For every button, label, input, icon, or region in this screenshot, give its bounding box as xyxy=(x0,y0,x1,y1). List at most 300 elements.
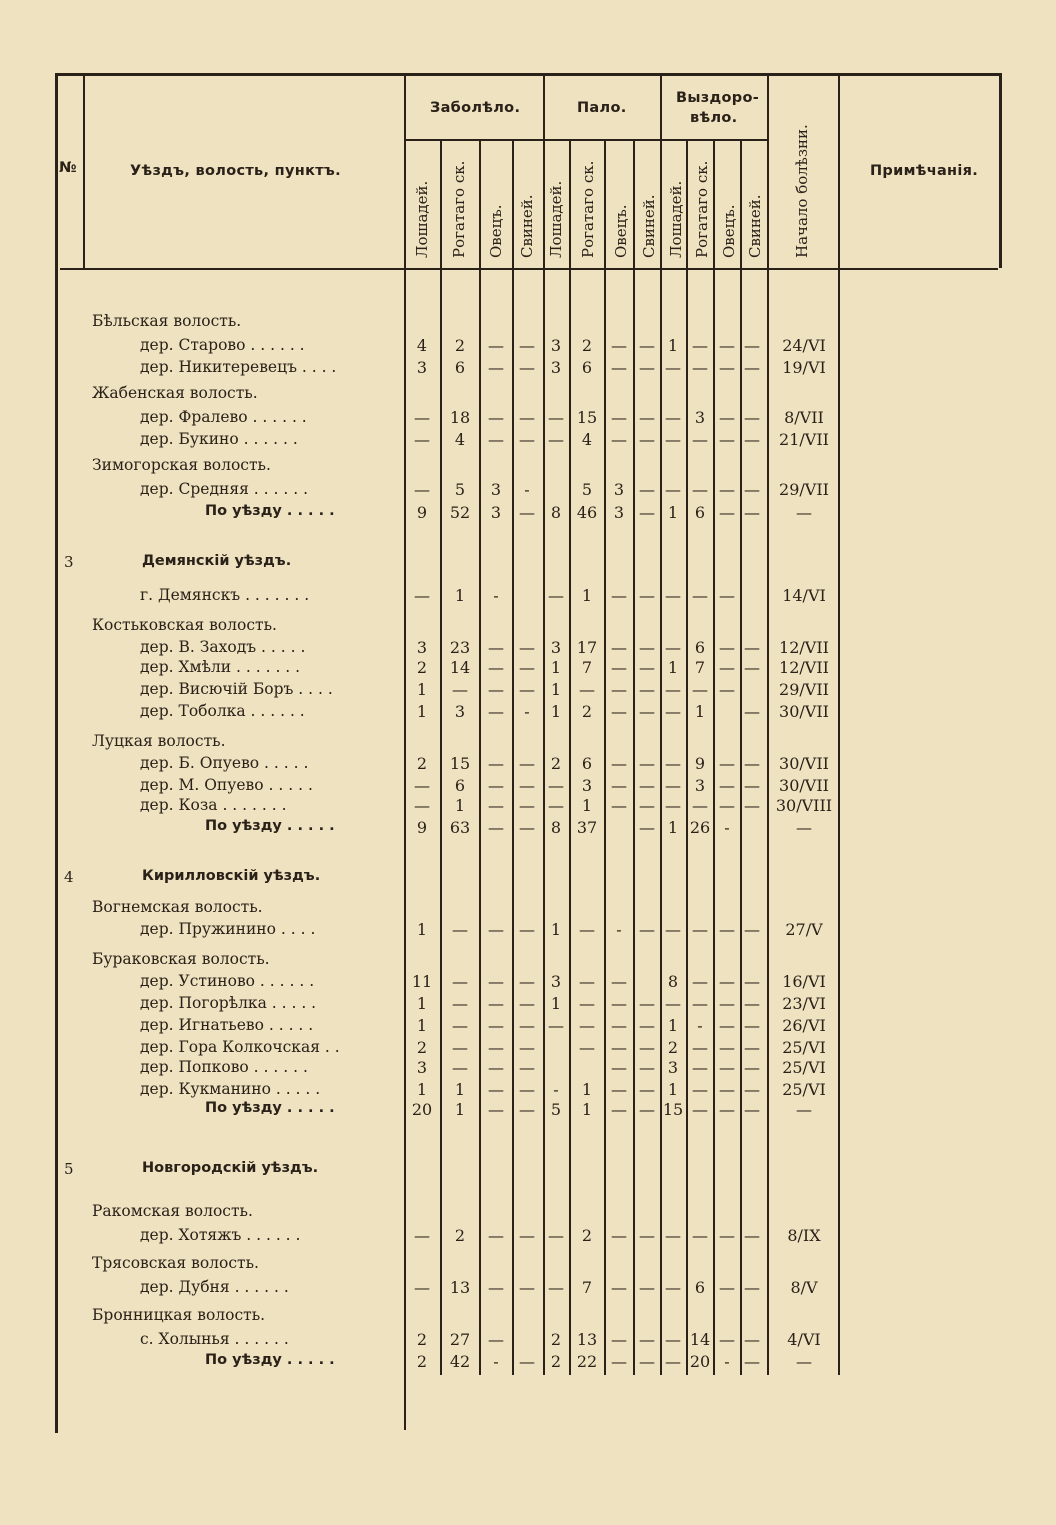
count-cell: — xyxy=(719,358,735,377)
count-cell: - xyxy=(697,1016,703,1035)
count-cell: — xyxy=(519,658,535,677)
count-cell: 4 xyxy=(581,430,593,449)
count-cell: — xyxy=(548,408,564,427)
count-cell: — xyxy=(639,680,655,699)
count-cell: — xyxy=(519,818,535,837)
count-cell: — xyxy=(611,1278,627,1297)
row-volost-label: Бронницкая волость. xyxy=(92,1306,266,1324)
count-cell: - xyxy=(524,480,530,499)
count-cell: — xyxy=(611,358,627,377)
count-cell: 8 xyxy=(550,503,562,522)
count-cell: 1 xyxy=(667,1080,679,1099)
count-cell: — xyxy=(519,1080,535,1099)
count-cell: 1 xyxy=(667,336,679,355)
count-cell: — xyxy=(665,638,681,657)
count-cell: — xyxy=(692,336,708,355)
start-date-cell: 12/VII xyxy=(779,638,829,657)
count-cell: 1 xyxy=(416,1016,428,1035)
count-cell: — xyxy=(414,776,430,795)
count-cell: 8 xyxy=(667,972,679,991)
uezd-number: 5 xyxy=(64,1160,74,1178)
count-cell: — xyxy=(719,586,735,605)
row-volost-label: Бураковская волость. xyxy=(92,950,270,968)
count-cell: 2 xyxy=(550,1330,562,1349)
count-cell: — xyxy=(692,1226,708,1245)
count-cell: — xyxy=(744,1016,760,1035)
count-cell: — xyxy=(611,1100,627,1119)
count-cell: 1 xyxy=(550,680,562,699)
start-date-cell: 25/VI xyxy=(782,1038,826,1057)
count-cell: — xyxy=(692,1038,708,1057)
count-cell: 1 xyxy=(550,920,562,939)
count-cell: 52 xyxy=(449,503,471,522)
row-total-label: По уѣзду . . . . . xyxy=(205,503,335,519)
count-cell: — xyxy=(519,754,535,773)
count-cell: — xyxy=(488,920,504,939)
count-cell: — xyxy=(719,658,735,677)
count-cell: 11 xyxy=(411,972,433,991)
count-cell: — xyxy=(548,1278,564,1297)
count-cell: - xyxy=(493,586,499,605)
count-cell: — xyxy=(452,920,468,939)
subheader-sheep: Овецъ. xyxy=(487,204,505,258)
count-cell: — xyxy=(719,1016,735,1035)
subheader-pigs: Свиней. xyxy=(640,194,658,258)
count-cell: 37 xyxy=(576,818,598,837)
count-cell: — xyxy=(488,702,504,721)
count-cell: 3 xyxy=(454,702,466,721)
start-date-cell: 8/VII xyxy=(784,408,824,427)
count-cell: — xyxy=(719,994,735,1013)
count-cell: — xyxy=(519,776,535,795)
count-cell: — xyxy=(519,1058,535,1077)
count-cell: 20 xyxy=(689,1352,711,1371)
count-cell: 6 xyxy=(694,638,706,657)
count-cell: 6 xyxy=(581,358,593,377)
start-date-cell: 29/VII xyxy=(779,480,829,499)
count-cell: 2 xyxy=(416,1352,428,1371)
count-cell: — xyxy=(665,358,681,377)
count-cell: — xyxy=(665,586,681,605)
count-cell: — xyxy=(639,1278,655,1297)
count-cell: 1 xyxy=(694,702,706,721)
count-cell: — xyxy=(579,1038,595,1057)
count-cell: 2 xyxy=(416,754,428,773)
subheader-cattle: Рогатаго ск. xyxy=(693,160,711,258)
count-cell: — xyxy=(744,1226,760,1245)
count-cell: — xyxy=(692,358,708,377)
row-volost-label: Жабенская волость. xyxy=(92,384,258,402)
count-cell: — xyxy=(488,680,504,699)
count-cell: 1 xyxy=(550,702,562,721)
count-cell: — xyxy=(744,336,760,355)
count-cell: 1 xyxy=(581,1100,593,1119)
count-cell: — xyxy=(639,336,655,355)
count-cell: — xyxy=(719,1080,735,1099)
count-cell: — xyxy=(665,1352,681,1371)
count-cell: — xyxy=(488,430,504,449)
count-cell: 3 xyxy=(416,1058,428,1077)
count-cell: — xyxy=(548,1016,564,1035)
row-village-label: дер. Старово . . . . . . xyxy=(140,336,305,354)
count-cell: 2 xyxy=(454,1226,466,1245)
count-cell: — xyxy=(414,480,430,499)
count-cell: 46 xyxy=(576,503,598,522)
row-village-label: г. Демянскъ . . . . . . . xyxy=(140,586,310,604)
start-date-cell: 12/VII xyxy=(779,658,829,677)
count-cell: - xyxy=(493,1352,499,1371)
count-cell: — xyxy=(414,586,430,605)
count-cell: — xyxy=(719,1330,735,1349)
count-cell: 1 xyxy=(454,1080,466,1099)
count-cell: — xyxy=(719,408,735,427)
count-cell: 1 xyxy=(416,920,428,939)
row-village-label: дер. Попково . . . . . . xyxy=(140,1058,308,1076)
count-cell: 6 xyxy=(454,358,466,377)
count-cell: — xyxy=(744,972,760,991)
count-cell: 6 xyxy=(694,1278,706,1297)
count-cell: — xyxy=(579,680,595,699)
count-cell: — xyxy=(488,1038,504,1057)
count-cell: — xyxy=(611,1226,627,1245)
count-cell: — xyxy=(579,972,595,991)
count-cell: 22 xyxy=(576,1352,598,1371)
start-date-cell: 30/VII xyxy=(779,776,829,795)
subheader-sheep: Овецъ. xyxy=(720,204,738,258)
uezd-number: 3 xyxy=(64,553,74,571)
count-cell: — xyxy=(692,920,708,939)
count-cell: — xyxy=(719,480,735,499)
count-cell: — xyxy=(548,796,564,815)
count-cell: 1 xyxy=(416,994,428,1013)
count-cell: — xyxy=(452,994,468,1013)
count-cell: 3 xyxy=(416,638,428,657)
count-cell: — xyxy=(611,1058,627,1077)
count-cell: — xyxy=(452,680,468,699)
count-cell: — xyxy=(719,1226,735,1245)
row-volost-label: Трясовская волость. xyxy=(92,1254,259,1272)
start-date-cell: 25/VI xyxy=(782,1080,826,1099)
count-cell: 14 xyxy=(689,1330,711,1349)
count-cell: 18 xyxy=(449,408,471,427)
count-cell: — xyxy=(692,796,708,815)
count-cell: — xyxy=(639,480,655,499)
count-cell: — xyxy=(519,1016,535,1035)
row-village-label: дер. Хмѣли . . . . . . . xyxy=(140,658,301,676)
subheader-horses: Лошадей. xyxy=(667,180,685,258)
count-cell: — xyxy=(639,638,655,657)
count-cell: — xyxy=(488,796,504,815)
count-cell: — xyxy=(519,1100,535,1119)
row-uezd-label: Демянскій уѣздъ. xyxy=(142,553,292,569)
count-cell: — xyxy=(719,972,735,991)
count-cell: — xyxy=(692,1058,708,1077)
count-cell: — xyxy=(611,754,627,773)
count-cell: — xyxy=(452,972,468,991)
count-cell: 2 xyxy=(667,1038,679,1057)
count-cell: — xyxy=(519,408,535,427)
count-cell: — xyxy=(519,994,535,1013)
count-cell: — xyxy=(692,480,708,499)
count-cell: — xyxy=(488,1278,504,1297)
count-cell: — xyxy=(665,1278,681,1297)
header-died: Пало. xyxy=(577,100,627,116)
count-cell: — xyxy=(719,1058,735,1077)
count-cell: 8 xyxy=(550,818,562,837)
count-cell: — xyxy=(611,1038,627,1057)
count-cell: 9 xyxy=(694,754,706,773)
count-cell: — xyxy=(692,586,708,605)
count-cell: — xyxy=(414,1278,430,1297)
count-cell: — xyxy=(744,638,760,657)
count-cell: — xyxy=(639,994,655,1013)
count-cell: — xyxy=(719,680,735,699)
row-uezd-label: Кирилловскій уѣздъ. xyxy=(142,868,321,884)
count-cell: — xyxy=(414,1226,430,1245)
count-cell: 15 xyxy=(449,754,471,773)
row-village-label: дер. М. Опуево . . . . . xyxy=(140,776,313,794)
count-cell: 1 xyxy=(581,586,593,605)
count-cell: — xyxy=(639,430,655,449)
start-date-cell: 24/VI xyxy=(782,336,826,355)
count-cell: — xyxy=(719,796,735,815)
count-cell: — xyxy=(611,776,627,795)
subheader-horses: Лошадей. xyxy=(413,180,431,258)
row-village-label: дер. В. Заходъ . . . . . xyxy=(140,638,306,656)
count-cell: — xyxy=(665,408,681,427)
count-cell: 1 xyxy=(454,1100,466,1119)
count-cell: — xyxy=(611,1352,627,1371)
count-cell: — xyxy=(639,1016,655,1035)
row-village-label: дер. Висючій Боръ . . . . xyxy=(140,680,333,698)
row-village-label: дер. Тоболка . . . . . . xyxy=(140,702,305,720)
count-cell: — xyxy=(639,754,655,773)
count-cell: 15 xyxy=(662,1100,684,1119)
row-village-label: дер. Дубня . . . . . . xyxy=(140,1278,289,1296)
count-cell: — xyxy=(488,638,504,657)
count-cell: — xyxy=(639,1352,655,1371)
start-date-cell: — xyxy=(796,1100,812,1119)
count-cell: — xyxy=(692,680,708,699)
count-cell: 5 xyxy=(454,480,466,499)
count-cell: 14 xyxy=(449,658,471,677)
count-cell: — xyxy=(548,776,564,795)
count-cell: — xyxy=(719,503,735,522)
count-cell: — xyxy=(639,658,655,677)
count-cell: — xyxy=(488,358,504,377)
header-no: № xyxy=(59,160,77,176)
count-cell: — xyxy=(611,658,627,677)
count-cell: - xyxy=(724,818,730,837)
count-cell: — xyxy=(488,754,504,773)
count-cell: 2 xyxy=(416,1330,428,1349)
count-cell: — xyxy=(488,658,504,677)
count-cell: — xyxy=(639,796,655,815)
count-cell: — xyxy=(665,1226,681,1245)
count-cell: — xyxy=(579,994,595,1013)
count-cell: 2 xyxy=(416,1038,428,1057)
count-cell: — xyxy=(719,430,735,449)
count-cell: — xyxy=(488,1016,504,1035)
count-cell: — xyxy=(488,336,504,355)
count-cell: — xyxy=(519,1352,535,1371)
count-cell: — xyxy=(611,1016,627,1035)
count-cell: — xyxy=(548,430,564,449)
count-cell: 6 xyxy=(694,503,706,522)
subheader-pigs: Свиней. xyxy=(518,194,536,258)
row-village-label: дер. Никитеревецъ . . . . xyxy=(140,358,337,376)
count-cell: — xyxy=(639,1080,655,1099)
count-cell: — xyxy=(639,1058,655,1077)
start-date-cell: 29/VII xyxy=(779,680,829,699)
count-cell: — xyxy=(719,776,735,795)
count-cell: — xyxy=(665,430,681,449)
count-cell: 1 xyxy=(416,1080,428,1099)
start-date-cell: 27/V xyxy=(785,920,823,939)
count-cell: 3 xyxy=(550,972,562,991)
header-fell-ill: Заболѣло. xyxy=(430,100,521,116)
count-cell: — xyxy=(519,1278,535,1297)
start-date-cell: 21/VII xyxy=(779,430,829,449)
count-cell: - xyxy=(616,920,622,939)
count-cell: — xyxy=(719,1038,735,1057)
count-cell: — xyxy=(719,1278,735,1297)
count-cell: — xyxy=(611,994,627,1013)
count-cell: 1 xyxy=(581,1080,593,1099)
count-cell: 2 xyxy=(581,702,593,721)
header-recovered-1: Выздоро- xyxy=(676,90,760,106)
row-village-label: с. Холынья . . . . . . xyxy=(140,1330,289,1348)
count-cell: 9 xyxy=(416,818,428,837)
count-cell: — xyxy=(719,1100,735,1119)
start-date-cell: 4/VI xyxy=(787,1330,821,1349)
row-village-label: дер. Средняя . . . . . . xyxy=(140,480,309,498)
count-cell: — xyxy=(665,702,681,721)
count-cell: 20 xyxy=(411,1100,433,1119)
count-cell: — xyxy=(611,972,627,991)
count-cell: 1 xyxy=(667,658,679,677)
start-date-cell: 26/VI xyxy=(782,1016,826,1035)
count-cell: — xyxy=(744,994,760,1013)
count-cell: — xyxy=(488,1226,504,1245)
header-district: Уѣздъ, волость, пунктъ. xyxy=(130,163,341,179)
row-total-label: По уѣзду . . . . . xyxy=(205,818,335,834)
count-cell: — xyxy=(744,776,760,795)
count-cell: 4 xyxy=(454,430,466,449)
count-cell: — xyxy=(692,1080,708,1099)
count-cell: — xyxy=(579,920,595,939)
count-cell: — xyxy=(452,1016,468,1035)
count-cell: — xyxy=(639,818,655,837)
count-cell: 9 xyxy=(416,503,428,522)
count-cell: 3 xyxy=(490,480,502,499)
count-cell: 2 xyxy=(550,754,562,773)
start-date-cell: 30/VII xyxy=(779,702,829,721)
count-cell: — xyxy=(692,972,708,991)
subheader-horses: Лошадей. xyxy=(547,180,565,258)
subheader-pigs: Свиней. xyxy=(746,194,764,258)
count-cell: 2 xyxy=(581,336,593,355)
count-cell: — xyxy=(488,776,504,795)
count-cell: 7 xyxy=(581,658,593,677)
row-village-label: дер. Кукманино . . . . . xyxy=(140,1080,321,1098)
count-cell: — xyxy=(744,1038,760,1057)
count-cell: 3 xyxy=(550,638,562,657)
count-cell: 6 xyxy=(581,754,593,773)
count-cell: — xyxy=(611,680,627,699)
count-cell: — xyxy=(611,1330,627,1349)
count-cell: — xyxy=(744,1058,760,1077)
count-cell: 3 xyxy=(613,480,625,499)
count-cell: — xyxy=(719,336,735,355)
count-cell: — xyxy=(744,1278,760,1297)
count-cell: 27 xyxy=(449,1330,471,1349)
count-cell: 1 xyxy=(581,796,593,815)
row-village-label: дер. Фралево . . . . . . xyxy=(140,408,307,426)
count-cell: — xyxy=(744,1100,760,1119)
count-cell: — xyxy=(639,1038,655,1057)
count-cell: 63 xyxy=(449,818,471,837)
count-cell: 3 xyxy=(550,336,562,355)
count-cell: — xyxy=(611,430,627,449)
count-cell: — xyxy=(744,430,760,449)
count-cell: — xyxy=(611,1080,627,1099)
count-cell: — xyxy=(414,408,430,427)
count-cell: — xyxy=(452,1038,468,1057)
count-cell: — xyxy=(611,638,627,657)
count-cell: 5 xyxy=(581,480,593,499)
count-cell: — xyxy=(519,920,535,939)
count-cell: — xyxy=(519,503,535,522)
count-cell: — xyxy=(452,1058,468,1077)
count-cell: — xyxy=(744,1330,760,1349)
count-cell: — xyxy=(488,1100,504,1119)
count-cell: 15 xyxy=(576,408,598,427)
count-cell: — xyxy=(744,503,760,522)
count-cell: — xyxy=(744,480,760,499)
count-cell: — xyxy=(639,1330,655,1349)
start-date-cell: — xyxy=(796,503,812,522)
count-cell: 3 xyxy=(490,503,502,522)
count-cell: — xyxy=(488,1080,504,1099)
count-cell: — xyxy=(519,336,535,355)
count-cell: — xyxy=(414,796,430,815)
count-cell: 7 xyxy=(694,658,706,677)
count-cell: 2 xyxy=(416,658,428,677)
start-date-cell: 14/VI xyxy=(782,586,826,605)
count-cell: — xyxy=(719,638,735,657)
count-cell: — xyxy=(639,408,655,427)
header-notes: Примѣчанія. xyxy=(870,163,979,179)
count-cell: 3 xyxy=(694,776,706,795)
count-cell: — xyxy=(611,702,627,721)
count-cell: — xyxy=(519,1226,535,1245)
start-date-cell: 19/VI xyxy=(782,358,826,377)
start-date-cell: 25/VI xyxy=(782,1058,826,1077)
row-village-label: дер. Игнатьево . . . . . xyxy=(140,1016,314,1034)
count-cell: 1 xyxy=(667,818,679,837)
count-cell: 26 xyxy=(689,818,711,837)
row-volost-label: Костьковская волость. xyxy=(92,616,277,634)
row-village-label: дер. Хотяжъ . . . . . . xyxy=(140,1226,301,1244)
count-cell: 3 xyxy=(613,503,625,522)
count-cell: 23 xyxy=(449,638,471,657)
count-cell: 1 xyxy=(667,1016,679,1035)
row-village-label: дер. Б. Опуево . . . . . xyxy=(140,754,309,772)
count-cell: — xyxy=(488,1330,504,1349)
count-cell: — xyxy=(744,658,760,677)
count-cell: 1 xyxy=(454,586,466,605)
